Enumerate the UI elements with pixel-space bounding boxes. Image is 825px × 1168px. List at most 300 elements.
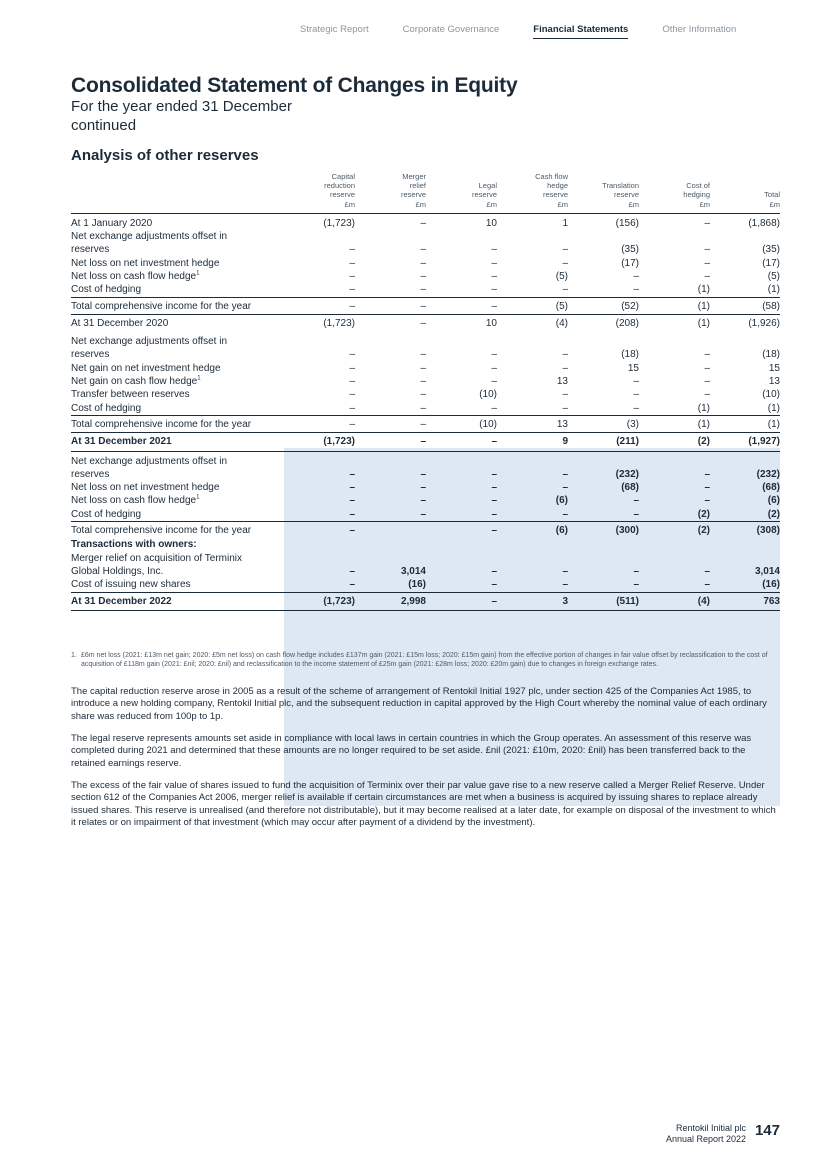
table-cell: (4) <box>639 592 710 610</box>
table-row <box>71 592 780 610</box>
table-row <box>71 314 780 332</box>
table-cell: (35) <box>762 244 780 256</box>
table-cell: 13 <box>497 415 568 432</box>
table-cell <box>710 538 780 551</box>
row-label <box>71 348 284 361</box>
table-row <box>71 451 780 468</box>
row-label-text: Merger relief on acquisition of Terminix <box>71 552 243 564</box>
table-cell: – <box>420 271 426 282</box>
table-cell: – <box>349 271 355 282</box>
table-cell: – <box>704 468 710 480</box>
table-cell: (6) <box>767 495 780 507</box>
table-cell: (58) <box>710 297 780 314</box>
table-cell: – <box>491 482 497 494</box>
table-cell: 15 <box>768 362 780 374</box>
table-cell: (1) <box>710 415 780 432</box>
table-row <box>71 522 780 539</box>
row-label <box>71 297 284 314</box>
table-cell: (211) <box>568 433 639 451</box>
column-header-line: £m <box>486 199 497 209</box>
table-cell: (18) <box>762 349 780 361</box>
table-cell: – <box>633 579 639 591</box>
table-cell <box>426 230 497 243</box>
table-cell: 3,014 <box>400 565 426 577</box>
table-cell: – <box>491 349 497 361</box>
page-subtitle <box>71 97 292 135</box>
table-row <box>71 375 780 388</box>
table-cell: – <box>562 284 568 296</box>
row-label <box>71 243 284 256</box>
row-label-text: Net loss on cash flow hedge <box>71 495 197 507</box>
table-row <box>71 433 780 451</box>
table-cell: – <box>704 244 710 256</box>
footnote-marker: 1 <box>196 495 200 502</box>
footer-company <box>666 1123 746 1145</box>
row-label <box>71 552 284 565</box>
row-label-text: Cost of hedging <box>71 402 142 414</box>
table-cell: – <box>491 508 497 520</box>
column-header-line: £m <box>769 199 780 209</box>
table-cell: (1) <box>697 284 710 296</box>
table-cell: – <box>633 271 639 282</box>
row-label-text: Total comprehensive income for the year <box>71 418 252 430</box>
subtitle-continued: continued <box>71 117 137 134</box>
table-cell: – <box>704 482 710 494</box>
table-row <box>71 552 780 565</box>
table-cell: – <box>349 508 355 520</box>
nav-corporate-governance[interactable]: Corporate Governance <box>402 24 500 35</box>
column-header-line: Cash flow <box>535 172 568 181</box>
table-cell: – <box>284 297 355 314</box>
table-cell: – <box>426 297 497 314</box>
column-header-line: £m <box>415 199 426 209</box>
table-cell: (1,723) <box>284 314 355 332</box>
table-cell: – <box>420 284 426 296</box>
column-header-line: reserve <box>542 190 568 200</box>
table-cell: (300) <box>568 522 639 539</box>
table-row <box>71 213 780 230</box>
row-label <box>71 508 284 522</box>
table-row <box>71 388 780 401</box>
row-label-text: reserves <box>71 468 110 480</box>
row-label-text: Transactions with owners: <box>71 539 197 551</box>
table-cell: – <box>633 284 639 296</box>
table-row <box>71 508 780 522</box>
table-cell <box>568 451 639 468</box>
table-cell <box>355 332 426 348</box>
table-cell: – <box>355 314 426 332</box>
table-cell: – <box>426 522 497 539</box>
table-cell: 1 <box>562 217 568 229</box>
table-cell <box>497 538 568 551</box>
table-cell: – <box>420 468 426 480</box>
table-cell: (1,723) <box>284 592 355 610</box>
table-cell: – <box>491 362 497 374</box>
table-cell: (18) <box>621 349 639 361</box>
footer-company-name: Rentokil Initial plc <box>675 1123 746 1133</box>
table-cell: – <box>426 592 497 610</box>
row-label <box>71 415 284 432</box>
row-label <box>71 362 284 375</box>
table-cell: (68) <box>621 482 639 494</box>
table-row <box>71 538 780 551</box>
table-cell <box>284 538 355 551</box>
row-label-text: Net exchange adjustments offset in <box>71 455 228 467</box>
table-cell: (1,927) <box>710 433 780 451</box>
nav-other-information[interactable]: Other Information <box>662 24 737 35</box>
footnote-text: £6m net loss (2021: £13m net gain; 2020: £5m net loss) on cash flow hedge includes £137m gain (2021: £15m loss; 2020: £15m gain) from the effective portion of changes in fair value offset by reclassification to the cost of acquisition of £118m gain (2021: £nil; 2020: £nil) and reclassification to the income statement of £25m gain (2021: £28m loss; 2020: £20m gain) due to changes in foreign exchange rates. <box>81 652 768 668</box>
table-cell <box>497 332 568 348</box>
row-label <box>71 433 284 451</box>
table-cell: – <box>633 508 639 520</box>
row-label-text: Total comprehensive income for the year <box>71 525 252 537</box>
table-cell: – <box>491 495 497 507</box>
row-label <box>71 522 284 539</box>
table-cell: – <box>491 402 497 414</box>
table-cell: 3,014 <box>754 565 780 577</box>
row-label-text: At 31 December 2022 <box>71 595 172 607</box>
table-cell <box>355 538 426 551</box>
table-cell: 3 <box>497 592 568 610</box>
table-cell: – <box>633 389 639 401</box>
column-header <box>497 172 568 213</box>
footnote-number: 1. <box>71 652 77 659</box>
row-label-text: Net gain on cash flow hedge <box>71 376 198 388</box>
table-cell: (5) <box>497 297 568 314</box>
row-label <box>71 213 284 230</box>
table-cell: – <box>704 217 710 229</box>
row-label-text: Cost of hedging <box>71 508 142 520</box>
table-cell: (5) <box>767 271 780 282</box>
table-row <box>71 494 780 507</box>
row-label <box>71 230 284 243</box>
table-cell: – <box>491 257 497 269</box>
table-cell <box>426 538 497 551</box>
row-label <box>71 578 284 592</box>
table-cell: – <box>420 402 426 414</box>
table-cell: – <box>420 376 426 388</box>
table-cell <box>639 552 710 565</box>
table-cell: – <box>704 257 710 269</box>
table-cell: (2) <box>639 522 710 539</box>
table-cell: – <box>349 389 355 401</box>
subtitle-period: For the year ended 31 December <box>71 98 292 115</box>
table-cell <box>284 451 355 468</box>
table-cell: – <box>420 389 426 401</box>
table-row <box>71 565 780 578</box>
column-header-line: reserve <box>471 190 497 200</box>
table-cell: – <box>562 362 568 374</box>
table-cell <box>355 230 426 243</box>
row-label <box>71 565 284 578</box>
row-label <box>71 451 284 468</box>
column-header <box>355 172 426 213</box>
table-cell: – <box>562 565 568 577</box>
table-cell: (6) <box>497 522 568 539</box>
table-cell: – <box>284 415 355 432</box>
table-cell <box>284 230 355 243</box>
row-label <box>71 592 284 610</box>
nav-strategic-report[interactable]: Strategic Report <box>300 24 369 35</box>
row-label-text: Total comprehensive income for the year <box>71 300 252 312</box>
column-header-line: £m <box>557 199 568 209</box>
table-cell: – <box>633 402 639 414</box>
table-cell: – <box>562 389 568 401</box>
table-cell <box>710 230 780 243</box>
table-cell: 13 <box>556 376 568 388</box>
table-cell: – <box>491 376 497 388</box>
table-cell: – <box>562 349 568 361</box>
table-cell: – <box>704 349 710 361</box>
row-label-text: Net loss on cash flow hedge <box>71 271 197 282</box>
column-header <box>284 172 355 213</box>
table-row <box>71 402 780 416</box>
table-cell: – <box>349 244 355 256</box>
table-cell: – <box>491 565 497 577</box>
table-cell: – <box>355 415 426 432</box>
table-cell: – <box>355 297 426 314</box>
table-cell <box>639 451 710 468</box>
table-cell: – <box>349 257 355 269</box>
table-cell: (1) <box>767 284 780 296</box>
row-label-text: Net exchange adjustments offset in <box>71 231 228 243</box>
table-cell: – <box>420 495 426 507</box>
column-header-line: Capital <box>331 172 355 181</box>
table-cell <box>568 538 639 551</box>
row-label-text: Net loss on net investment hedge <box>71 482 220 494</box>
table-cell: (10) <box>479 389 497 401</box>
table-cell: (1) <box>697 402 710 414</box>
column-header <box>568 172 639 213</box>
table-row <box>71 362 780 375</box>
table-cell: (1) <box>639 297 710 314</box>
table-cell: 10 <box>485 217 497 229</box>
column-header-line: £m <box>628 199 639 209</box>
table-cell: – <box>491 244 497 256</box>
table-cell: – <box>420 508 426 520</box>
table-cell: – <box>420 244 426 256</box>
row-label-text: At 1 January 2020 <box>71 217 153 229</box>
table-cell: (17) <box>762 257 780 269</box>
row-label <box>71 494 284 507</box>
top-navigation <box>300 24 765 39</box>
table-cell: – <box>491 468 497 480</box>
table-cell <box>639 332 710 348</box>
table-cell: (208) <box>568 314 639 332</box>
table-cell: (6) <box>555 495 568 507</box>
row-label-text: Transfer between reserves <box>71 389 190 401</box>
column-header-line: Total <box>764 190 780 200</box>
row-label-text: reserves <box>71 349 110 361</box>
table-cell: (1,723) <box>284 433 355 451</box>
table-cell: – <box>349 482 355 494</box>
table-cell: (16) <box>408 579 426 591</box>
table-cell: – <box>349 362 355 374</box>
column-header-line: reduction <box>324 181 355 191</box>
row-label <box>71 314 284 332</box>
table-cell: 9 <box>497 433 568 451</box>
column-header-line: hedge <box>547 181 568 191</box>
table-cell: (52) <box>568 297 639 314</box>
table-cell: (10) <box>762 389 780 401</box>
table-cell: – <box>633 565 639 577</box>
table-body <box>71 213 780 610</box>
table-row <box>71 283 780 297</box>
table-cell: – <box>633 376 639 388</box>
table-cell: (16) <box>762 579 780 591</box>
column-header-line: reserve <box>329 190 355 200</box>
table-row <box>71 230 780 243</box>
table-cell: – <box>426 433 497 451</box>
table-cell: – <box>349 402 355 414</box>
table-cell: (68) <box>762 482 780 494</box>
table-cell: – <box>562 244 568 256</box>
table-cell: – <box>349 495 355 507</box>
column-header <box>639 172 710 213</box>
row-label-text: Net exchange adjustments offset in <box>71 336 228 348</box>
other-reserves-table-wrapper <box>71 172 780 611</box>
table-cell: – <box>420 217 426 229</box>
table-cell <box>710 451 780 468</box>
table-cell <box>426 332 497 348</box>
row-label <box>71 481 284 494</box>
table-cell: – <box>704 376 710 388</box>
table-cell <box>710 552 780 565</box>
table-cell <box>568 230 639 243</box>
table-row <box>71 578 780 592</box>
table-cell: (2) <box>639 433 710 451</box>
row-label-text: Cost of hedging <box>71 284 142 296</box>
table-cell: – <box>704 362 710 374</box>
row-label-text: Net loss on net investment hedge <box>71 257 220 269</box>
table-cell: (2) <box>697 508 710 520</box>
column-header <box>426 172 497 213</box>
table-cell <box>355 522 426 539</box>
row-label <box>71 388 284 401</box>
page-number: 147 <box>754 1122 780 1139</box>
table-cell <box>497 552 568 565</box>
table-cell: – <box>704 495 710 507</box>
column-header-line: Cost of <box>686 181 710 191</box>
table-cell: 10 <box>426 314 497 332</box>
table-cell: – <box>420 482 426 494</box>
table-row <box>71 415 780 432</box>
other-reserves-table <box>71 172 780 611</box>
table-cell: – <box>491 579 497 591</box>
row-label <box>71 257 284 270</box>
table-cell <box>284 552 355 565</box>
table-cell: (511) <box>568 592 639 610</box>
table-row <box>71 332 780 348</box>
table-cell: – <box>562 508 568 520</box>
footnote-marker: 1 <box>197 375 201 382</box>
row-label <box>71 468 284 481</box>
page-title: Consolidated Statement of Changes in Equity <box>71 74 518 97</box>
row-label <box>71 332 284 348</box>
table-cell: (2) <box>767 508 780 520</box>
table-cell: – <box>349 565 355 577</box>
table-cell: – <box>704 271 710 282</box>
table-cell <box>568 552 639 565</box>
table-cell: – <box>349 376 355 388</box>
table-cell <box>284 332 355 348</box>
column-header-line: reserve <box>613 190 639 200</box>
table-cell: (1,723) <box>323 217 355 229</box>
row-label-text: reserves <box>71 244 110 256</box>
table-cell: (5) <box>555 271 568 282</box>
header-label <box>71 172 284 213</box>
table-cell: – <box>420 362 426 374</box>
row-label <box>71 375 284 388</box>
table-cell: (1) <box>639 415 710 432</box>
section-heading: Analysis of other reserves <box>71 147 259 164</box>
table-cell: – <box>349 284 355 296</box>
column-header-line: £m <box>344 199 355 209</box>
table-cell <box>355 552 426 565</box>
row-label-text: Global Holdings, Inc. <box>71 565 164 577</box>
table-row <box>71 243 780 256</box>
table-cell: – <box>704 565 710 577</box>
table-cell: – <box>633 495 639 507</box>
table-cell: (10) <box>426 415 497 432</box>
column-header-line: relief <box>409 181 426 191</box>
footer-report-name: Annual Report 2022 <box>665 1134 746 1144</box>
table-row <box>71 468 780 481</box>
row-label-text: At 31 December 2020 <box>71 317 169 329</box>
column-header-line: Merger <box>402 172 426 181</box>
row-label-text: At 31 December 2021 <box>71 436 172 448</box>
nav-financial-statements[interactable]: Financial Statements <box>533 24 628 39</box>
table-cell: – <box>420 349 426 361</box>
row-label-text: Net gain on net investment hedge <box>71 362 221 374</box>
table-cell: – <box>562 402 568 414</box>
table-cell <box>639 538 710 551</box>
table-cell <box>710 332 780 348</box>
row-label <box>71 283 284 297</box>
column-header-line: reserve <box>400 190 426 200</box>
table-cell: – <box>562 257 568 269</box>
table-cell: – <box>562 579 568 591</box>
table-cell: – <box>355 433 426 451</box>
row-label <box>71 270 284 283</box>
table-cell: – <box>491 271 497 282</box>
table-cell <box>426 451 497 468</box>
table-row <box>71 481 780 494</box>
table-cell: (308) <box>710 522 780 539</box>
table-cell: (1,926) <box>710 314 780 332</box>
table-row <box>71 297 780 314</box>
legal-reserve-paragraph: The legal reserve represents amounts set aside in compliance with local laws in certain countries in which the Group operates. An assessment of this reserve was completed during 2021 and determined that these amounts are no longer required to be set aside. £nil (2021: £10m, 2020: £nil) has been transferred back to the retained earnings reserve. <box>71 733 752 769</box>
table-cell: 763 <box>710 592 780 610</box>
table-cell: – <box>704 579 710 591</box>
table-cell: – <box>349 468 355 480</box>
row-label <box>71 402 284 416</box>
table-cell: (1,868) <box>748 217 780 229</box>
table-row <box>71 270 780 283</box>
table-cell: (17) <box>621 257 639 269</box>
table-cell: 2,998 <box>355 592 426 610</box>
table-cell <box>426 552 497 565</box>
table-cell <box>355 451 426 468</box>
table-cell <box>497 230 568 243</box>
table-cell: (1) <box>639 314 710 332</box>
table-cell <box>568 332 639 348</box>
table-cell: – <box>562 468 568 480</box>
table-cell: – <box>562 482 568 494</box>
table-cell: (1) <box>767 402 780 414</box>
column-header-line: Translation <box>602 181 639 191</box>
column-header <box>710 172 780 213</box>
